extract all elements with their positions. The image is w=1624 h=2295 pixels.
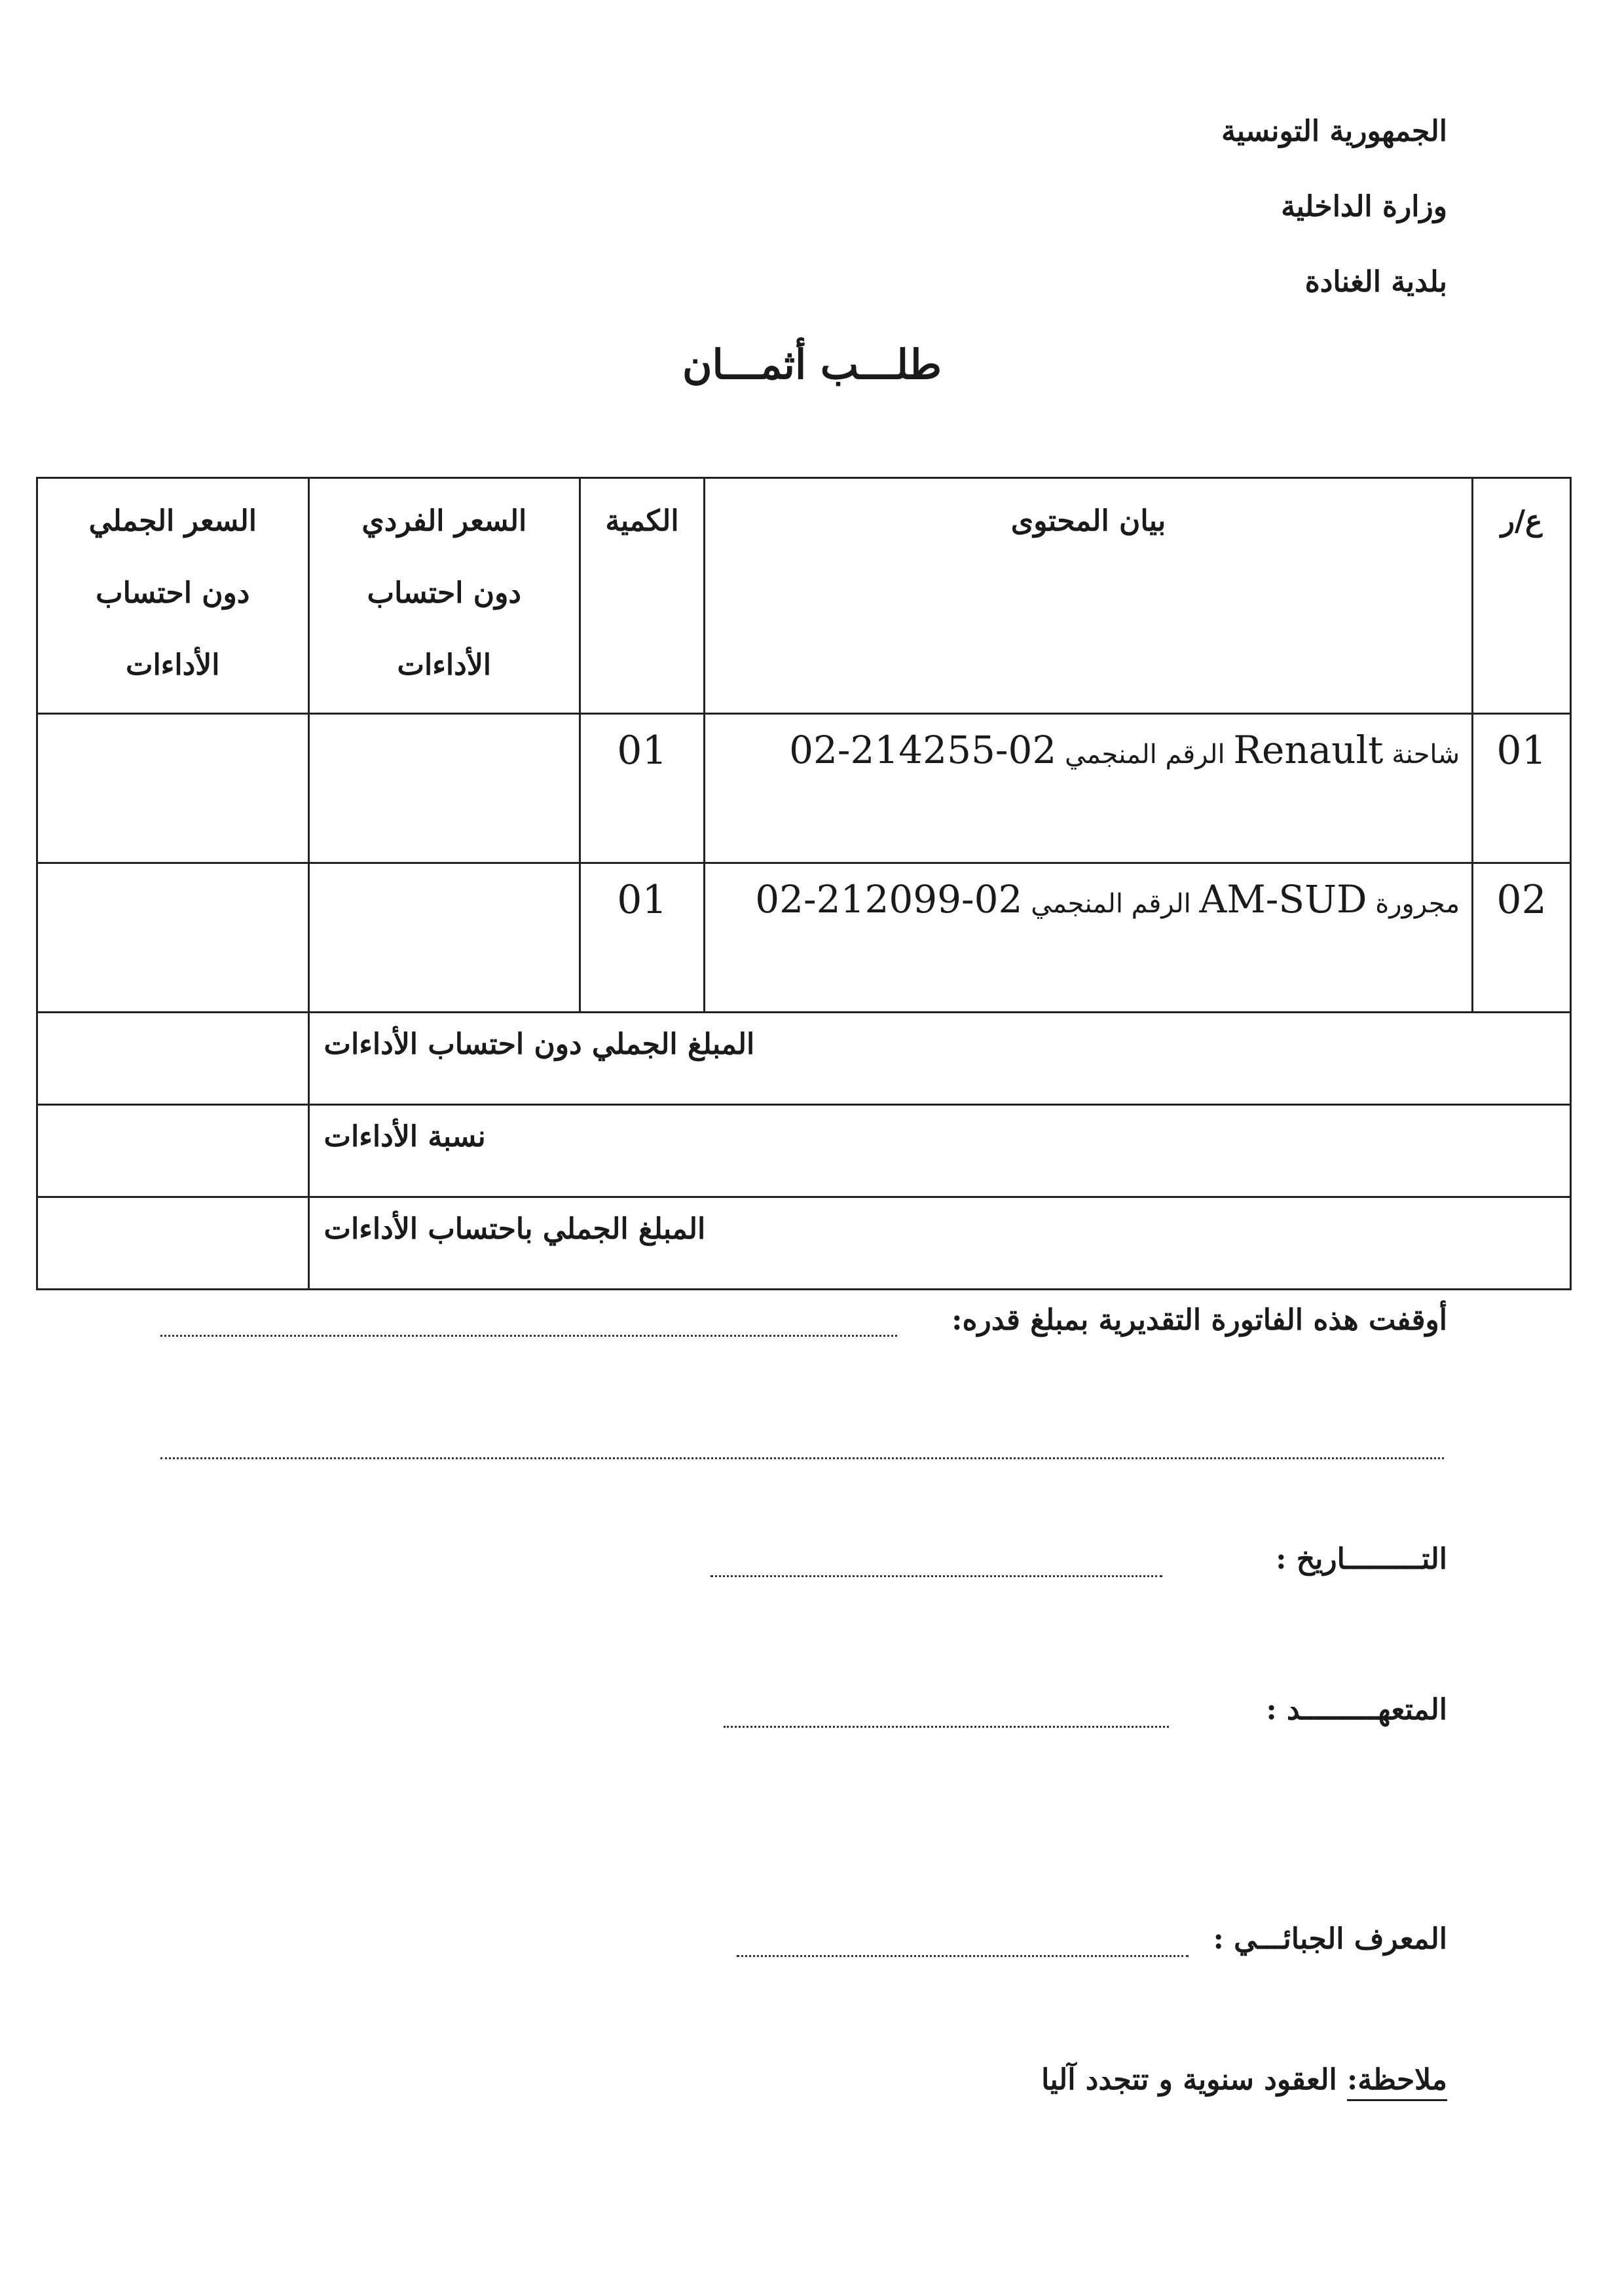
- contractor-label: المتعهـــــــــد :: [1266, 1693, 1447, 1726]
- tax-id-line[interactable]: [737, 1955, 1189, 1957]
- date-label: التـــــــــاريخ :: [1276, 1542, 1447, 1576]
- amount-label: أوقفت هذه الفاتورة التقديرية بمبلغ قدره:: [951, 1303, 1447, 1337]
- document-title: طلـــب أثمـــان: [682, 341, 942, 388]
- summary-value[interactable]: [37, 1013, 309, 1105]
- row-quantity: 01: [580, 714, 705, 863]
- summary-value[interactable]: [37, 1197, 309, 1290]
- tax-id-label: المعرف الجبائـــي :: [1213, 1922, 1447, 1956]
- row-num: 02: [1473, 863, 1571, 1013]
- note-label: ملاحظة:: [1347, 2063, 1447, 2101]
- table-header-row: [37, 478, 1571, 714]
- table-row: [37, 714, 1571, 863]
- header-total-price: السعر الجملي دون احتساب الأداءات: [37, 478, 309, 714]
- date-line[interactable]: [710, 1575, 1162, 1577]
- summary-value[interactable]: [37, 1105, 309, 1197]
- summary-label: نسبة الأداءات: [308, 1105, 1570, 1197]
- summary-label: المبلغ الجملي دون احتساب الأداءات: [308, 1013, 1570, 1105]
- summary-row-subtotal: [37, 1013, 1571, 1105]
- header-unit-price: السعر الفردي دون احتساب الأداءات: [308, 478, 580, 714]
- price-request-table: [36, 477, 1572, 1290]
- row-description: شاحنة Renault الرقم المنجمي 02-214255-02: [704, 714, 1472, 863]
- contractor-line[interactable]: [724, 1726, 1169, 1728]
- row-total-price[interactable]: [37, 863, 309, 1013]
- row-num: 01: [1473, 714, 1571, 863]
- row-total-price[interactable]: [37, 714, 309, 863]
- summary-row-total: [37, 1197, 1571, 1290]
- table-row: [37, 863, 1571, 1013]
- summary-label: المبلغ الجملي باحتساب الأداءات: [308, 1197, 1570, 1290]
- header-municipality: بلدية الغنادة: [1304, 265, 1447, 299]
- header-ministry: وزارة الداخلية: [1281, 190, 1447, 223]
- header-num: ع/ر: [1473, 478, 1571, 714]
- header-quantity: الكمية: [580, 478, 705, 714]
- header-republic: الجمهورية التونسية: [1221, 115, 1447, 148]
- row-unit-price[interactable]: [308, 863, 580, 1013]
- note: [1041, 2063, 1447, 2097]
- summary-row-tax-rate: [37, 1105, 1571, 1197]
- note-text: العقود سنوية و تتجدد آليا: [1041, 2063, 1337, 2097]
- row-unit-price[interactable]: [308, 714, 580, 863]
- header-description: بيان المحتوى: [704, 478, 1472, 714]
- row-quantity: 01: [580, 863, 705, 1013]
- amount-line-2[interactable]: [160, 1457, 1444, 1459]
- amount-line-1[interactable]: [160, 1335, 897, 1337]
- row-description: مجرورة AM-SUD الرقم المنجمي 02-212099-02: [704, 863, 1472, 1013]
